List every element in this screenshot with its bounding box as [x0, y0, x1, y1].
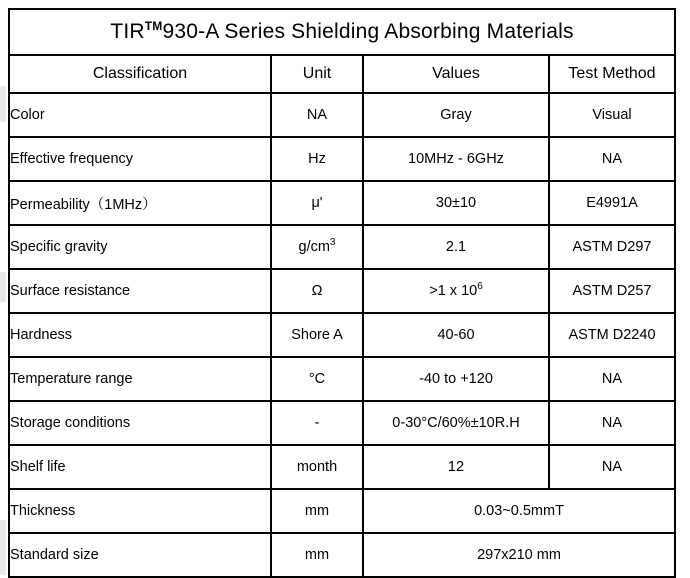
row-unit: -	[271, 401, 363, 445]
row-unit: Hz	[271, 137, 363, 181]
row-unit: month	[271, 445, 363, 489]
row-value: 0-30°C/60%±10R.H	[363, 401, 549, 445]
row-unit: μ'	[271, 181, 363, 225]
row-unit: °C	[271, 357, 363, 401]
row-value: -40 to +120	[363, 357, 549, 401]
row-classification: Hardness	[9, 313, 271, 357]
specification-table	[8, 8, 676, 578]
row-unit: Ω	[271, 269, 363, 313]
row-classification: Standard size	[9, 533, 271, 577]
table-row	[9, 489, 675, 533]
table-row	[9, 137, 675, 181]
table-row	[9, 269, 675, 313]
table-row	[9, 401, 675, 445]
row-test-method: ASTM D257	[549, 269, 675, 313]
unit-base: g/cm	[298, 239, 330, 255]
row-value: 12	[363, 445, 549, 489]
title-rest: 930-A Series Shielding Absorbing Materials	[162, 20, 574, 43]
row-classification: Storage conditions	[9, 401, 271, 445]
scan-edge-artifact	[0, 272, 6, 302]
row-value	[363, 269, 549, 313]
row-classification: Surface resistance	[9, 269, 271, 313]
header-unit: Unit	[271, 55, 363, 93]
table-header-row	[9, 55, 675, 93]
row-classification: Shelf life	[9, 445, 271, 489]
row-unit	[271, 225, 363, 269]
table-row	[9, 313, 675, 357]
row-value: Gray	[363, 93, 549, 137]
title-prefix: TIR	[110, 20, 145, 43]
row-unit: mm	[271, 533, 363, 577]
table-row	[9, 225, 675, 269]
row-classification: Permeability（1MHz）	[9, 181, 271, 225]
scan-edge-artifact	[0, 86, 6, 122]
row-value: 40-60	[363, 313, 549, 357]
unit-exponent: 3	[329, 237, 336, 249]
row-test-method: ASTM D2240	[549, 313, 675, 357]
row-unit: Shore A	[271, 313, 363, 357]
row-unit: NA	[271, 93, 363, 137]
row-test-method: ASTM D297	[549, 225, 675, 269]
row-value: 10MHz - 6GHz	[363, 137, 549, 181]
value-exponent: 6	[477, 281, 483, 293]
row-test-method: NA	[549, 445, 675, 489]
row-classification: Effective frequency	[9, 137, 271, 181]
table-title	[9, 9, 675, 55]
row-classification: Thickness	[9, 489, 271, 533]
table-row	[9, 181, 675, 225]
row-value: 30±10	[363, 181, 549, 225]
header-classification: Classification	[9, 55, 271, 93]
row-unit: mm	[271, 489, 363, 533]
row-test-method: NA	[549, 401, 675, 445]
row-value: 2.1	[363, 225, 549, 269]
row-classification: Temperature range	[9, 357, 271, 401]
row-value: 0.03~0.5mmT	[363, 489, 675, 533]
row-test-method: Visual	[549, 93, 675, 137]
row-value: 297x210 mm	[363, 533, 675, 577]
table-title-row	[9, 9, 675, 55]
scan-edge-artifact	[0, 520, 6, 575]
row-test-method: E4991A	[549, 181, 675, 225]
value-base: >1 x 10	[429, 283, 478, 299]
header-values: Values	[363, 55, 549, 93]
row-classification: Specific gravity	[9, 225, 271, 269]
table-row	[9, 93, 675, 137]
table-row	[9, 357, 675, 401]
row-test-method: NA	[549, 357, 675, 401]
row-classification: Color	[9, 93, 271, 137]
header-test-method: Test Method	[549, 55, 675, 93]
table-row	[9, 533, 675, 577]
table-row	[9, 445, 675, 489]
title-trademark: TM	[144, 19, 163, 33]
row-test-method: NA	[549, 137, 675, 181]
